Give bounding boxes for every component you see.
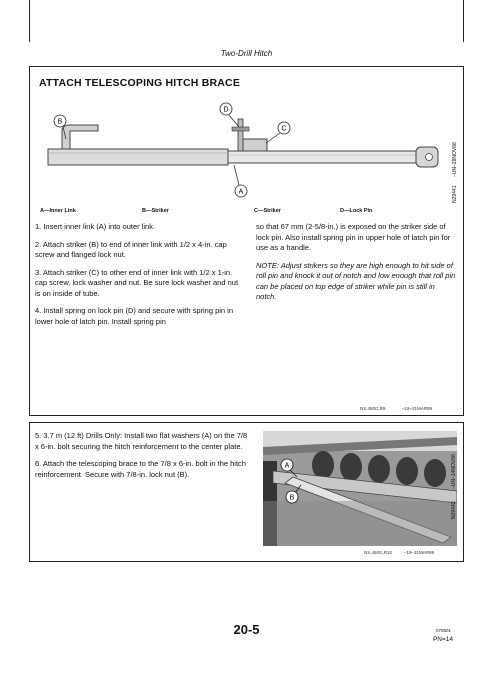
step-4-continued: so that 67 mm (2-5/8-in.) is exposed on the striker side of lock pin. Also install spring pin in upper hole of latch pin for use as a handle. [256, 222, 451, 252]
callout-b: B [57, 118, 63, 126]
page-margin-line-left [29, 0, 30, 42]
reference-id-2: NX,450G,R10 [364, 550, 393, 555]
footer-pn: PN=14 [432, 636, 453, 643]
section-title: ATTACH TELESCOPING HITCH BRACE [39, 77, 241, 89]
footer-code: 070501 [435, 628, 451, 633]
instructions-drill [35, 431, 250, 487]
step-2: 2. Attach striker (B) to end of inner link with 1/2 x 4-in. cap screw and flanged lock nut. [35, 239, 227, 259]
page-number: 20-5 [233, 622, 260, 637]
reference-date: –19–31MAR99 [402, 406, 433, 411]
callout-c: C [281, 125, 287, 133]
section-attach-brace [29, 66, 464, 416]
photo-side-code: –UN–14NOV88 [451, 454, 457, 489]
photo-callout-b: B [289, 494, 295, 502]
page-margin-line-right [463, 0, 464, 42]
instructions-right [256, 222, 456, 310]
lock-pin [238, 119, 243, 151]
outer-link-tube [48, 149, 228, 165]
step-4: 4. Install spring on lock pin (D) and secure with spring pin in lower hole of latch pin. Install spring pin [35, 306, 234, 326]
step-1: 1. Insert inner link (A) into outer link. [35, 222, 156, 231]
reference-date-2: –19–31MAR99 [404, 550, 435, 555]
striker-b [62, 125, 98, 149]
instructions-left [35, 222, 243, 334]
note-text: NOTE: Adjust strikers so they are high enough to hit side of roll pin and knock it out of notch and low enough that roll pin can be placed on top edge of striker while pin is still in notch. [256, 260, 456, 301]
legend-striker-c: C—Striker [254, 208, 281, 214]
step-3: 3. Attach striker (C) to other end of inner link with 1/2 x 1-in. cap screw, lock washer and nut. Be sure lock washer and nut is on inside of tube. [35, 267, 239, 298]
photo-callout-a: A [284, 462, 290, 470]
callout-a: A [238, 188, 244, 196]
callout-d: D [223, 106, 229, 114]
striker-c [243, 139, 267, 151]
photo-figure-id: N29442 [451, 501, 457, 519]
legend-lock-pin: D—Lock Pin [340, 208, 373, 214]
figure-id: N29441 [452, 185, 458, 203]
inner-link-tube [228, 151, 428, 163]
hitch-photo [263, 431, 457, 546]
step-5: 5. 3.7 m (12 ft) Drills Only: Install two flat washers (A) on the 7/8 x 6-in. bolt securing the hitch reinforcement to the center plate. [35, 431, 248, 451]
step-6: 6. Attach the telescoping brace to the 7/8 x 6-in. bolt in the hitch reinforcement. Secure with 7/8-in. lock nut (B). [35, 459, 246, 479]
section-drill-install [29, 422, 464, 562]
reference-id: NX,450G,R9 [360, 406, 386, 411]
legend-inner-link: A—Inner Link [40, 208, 76, 214]
figure-side-code: –UN–28NOV88 [452, 142, 458, 177]
legend-striker-b: B—Striker [142, 208, 169, 214]
running-header: Two-Drill Hitch [220, 49, 273, 58]
brace-illustration [38, 101, 443, 201]
